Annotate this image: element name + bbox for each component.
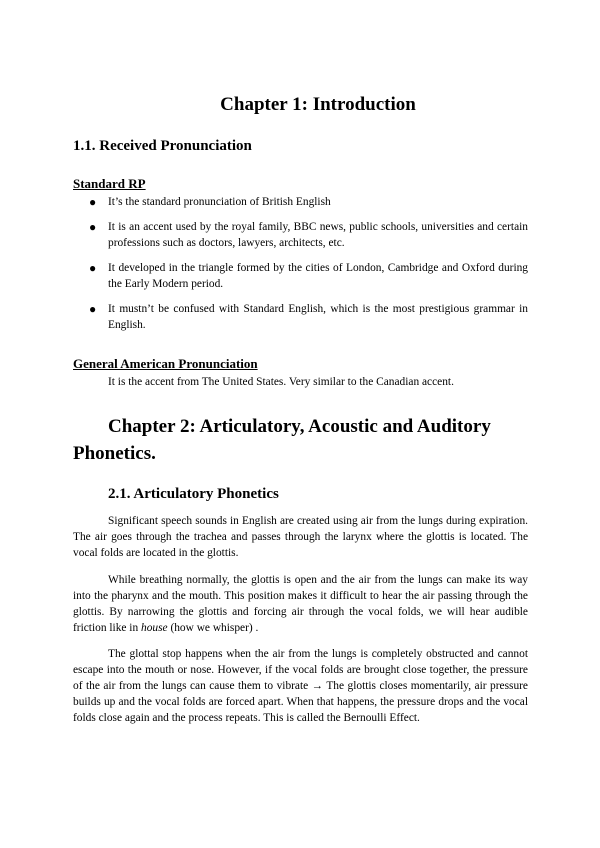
list-item: ● It mustn’t be confused with Standard English, which is the most prestigious grammar in English.	[89, 302, 528, 331]
bullet-icon: ●	[89, 302, 97, 316]
bullet-icon: ●	[89, 195, 97, 209]
paragraph-breathing: While breathing normally, the glottis is open and the air from the lungs can make its way into the pharynx and the mouth. This position makes it difficult to hear the air passing through the glottis. By narrowing the glottis and forcing air through the vocal folds, we will hear audible friction like in house (how we whisper) .	[73, 574, 528, 634]
list-item: ● It is an accent used by the royal family, BBC news, public schools, universities and certain professions such as doctors, lawyers, architects, etc.	[89, 220, 528, 249]
chapter-2-title: Chapter 2: Articulatory, Acoustic and Auditory Phonetics.	[73, 416, 491, 464]
paragraph-speech-sounds: Significant speech sounds in English are created using air from the lungs during expiration. The air goes through the trachea and passes through the larynx where the glottis is located. The vocal folds are located in the glottis.	[73, 515, 528, 559]
general-american-text: It is the accent from The United States. Very similar to the Canadian accent.	[108, 376, 454, 388]
paragraph-glottal-stop: The glottal stop happens when the air from the lungs is completely obstructed and cannot escape into the mouth or nose. However, if the vocal folds are brought close together, the pressure of the air from the lungs can cause them to vibrate → The glottis closes momentarily, air pressure builds up and the vocal folds are forced apart. When that happens, the pressure drops and the vocal folds close again and the process repeats. This is called the Bernoulli Effect.	[73, 648, 528, 724]
list-item: ● It developed in the triangle formed by the cities of London, Cambridge and Oxford during the Early Modern period.	[89, 261, 528, 290]
bullet-icon: ●	[89, 261, 97, 275]
standard-rp-bullet-list	[73, 194, 528, 342]
list-item: ● It’s the standard pronunciation of British English	[89, 195, 331, 209]
standard-rp-heading: Standard RP	[73, 176, 146, 191]
section-1-1-heading: 1.1. Received Pronunciation	[73, 138, 252, 154]
bullet-icon: ●	[89, 220, 97, 234]
general-american-heading: General American Pronunciation	[73, 356, 258, 371]
italic-example-word: house	[141, 622, 168, 634]
chapter-1-title: Chapter 1: Introduction	[220, 94, 416, 115]
section-2-1-heading: 2.1. Articulatory Phonetics	[108, 486, 279, 502]
